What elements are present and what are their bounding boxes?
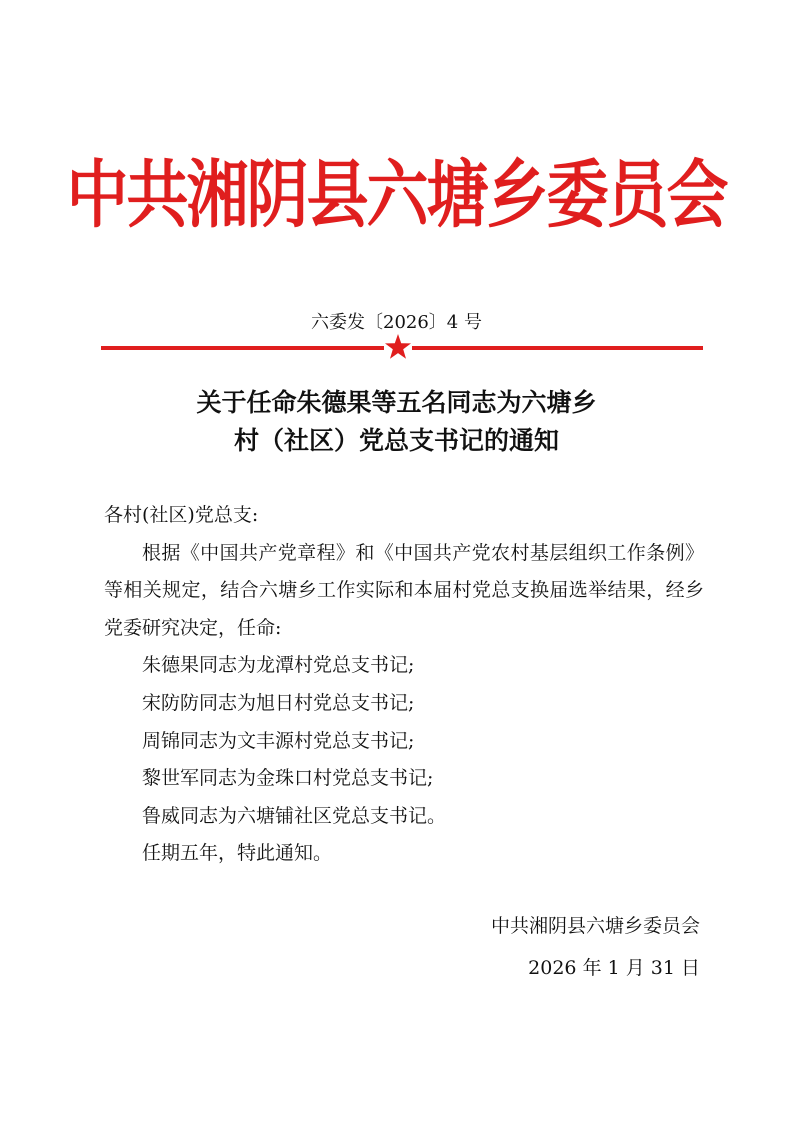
signature-organization: 中共湘阴县六塘乡委员会 bbox=[490, 915, 700, 937]
red-divider-left bbox=[101, 346, 384, 350]
document-number: 六委发〔2026〕4 号 bbox=[311, 312, 482, 333]
salutation: 各村(社区)党总支: bbox=[104, 504, 259, 526]
notice-title-line-2: 村（社区）党总支书记的通知 bbox=[233, 426, 559, 455]
appointment-item: 朱德果同志为龙潭村党总支书记; bbox=[142, 654, 415, 677]
appointment-item: 鲁威同志为六塘铺社区党总支书记。 bbox=[142, 804, 447, 827]
masthead-title: 中共湘阴县六塘乡委员会 bbox=[66, 151, 727, 238]
notice-body bbox=[104, 497, 704, 873]
red-divider-right bbox=[412, 346, 703, 350]
red-star-icon bbox=[384, 333, 412, 361]
appointment-item: 黎世军同志为金珠口村党总支书记; bbox=[142, 767, 434, 790]
notice-title-line-1: 关于任命朱德果等五名同志为六塘乡 bbox=[196, 388, 597, 417]
body-paragraph: 根据《中国共产党章程》和《中国共产党农村基层组织工作条例》等相关规定，结合六塘乡工作实际和本届村党总支换届选举结果，经乡党委研究决定，任命: bbox=[104, 541, 704, 639]
closing-line: 任期五年，特此通知。 bbox=[142, 842, 333, 865]
appointment-item: 周锦同志为文丰源村党总支书记; bbox=[142, 729, 415, 752]
signature-date: 2026 年 1 月 31 日 bbox=[528, 957, 700, 979]
red-star-shape bbox=[385, 334, 411, 359]
appointment-item: 宋防防同志为旭日村党总支书记; bbox=[142, 691, 415, 714]
